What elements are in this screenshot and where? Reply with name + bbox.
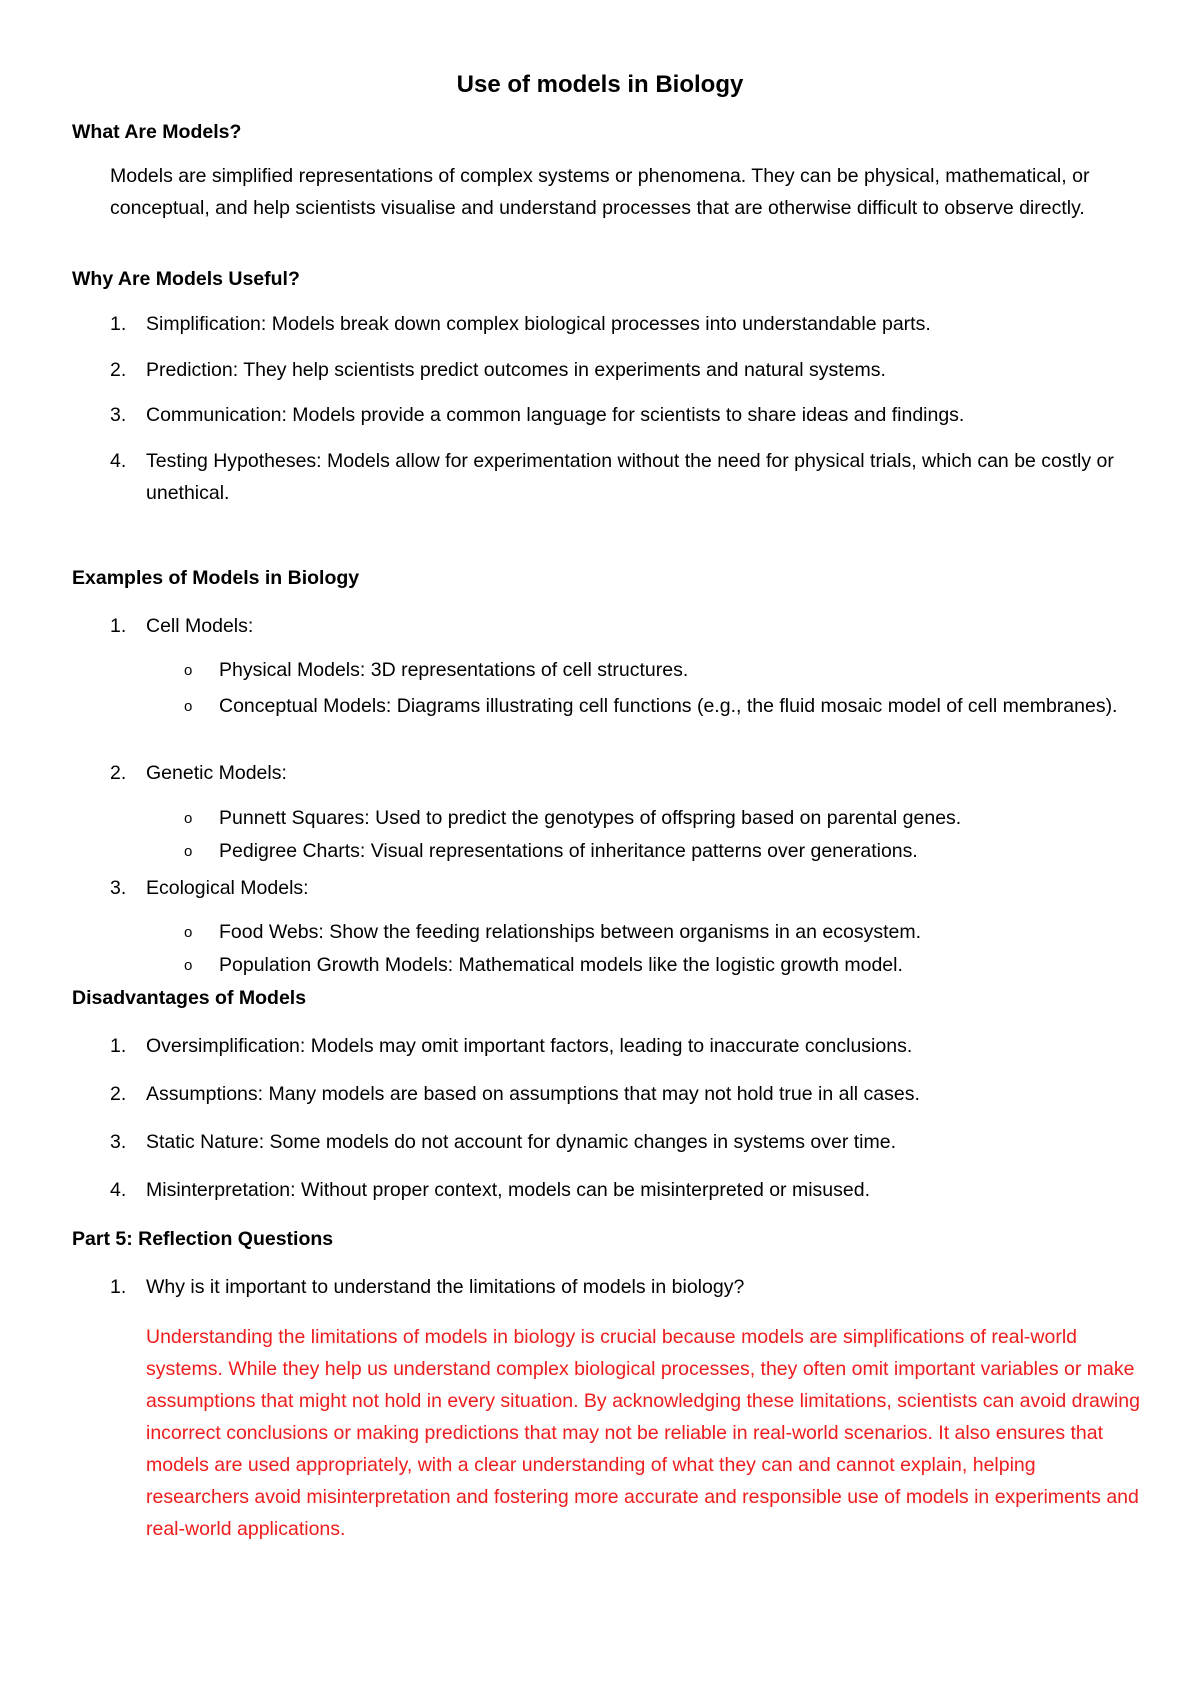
bullet-glyph: o: [184, 810, 193, 827]
bullet-glyph: o: [184, 698, 193, 715]
list-item-testing-hypotheses: Testing Hypotheses: Models allow for experimentation without the need for physical trials, which can be costly or unethical.: [146, 450, 1114, 504]
list-item-genetic-models: Genetic Models:: [146, 762, 287, 784]
list-item-ecological-models: Ecological Models:: [146, 877, 309, 899]
sub-item-population-growth: Population Growth Models: Mathematical models like the logistic growth model.: [219, 954, 903, 976]
heading-examples: Examples of Models in Biology: [72, 567, 360, 589]
list-number: 1.: [110, 1276, 127, 1298]
list-number: 4.: [110, 450, 127, 472]
list-item-prediction: Prediction: They help scientists predict outcomes in experiments and natural systems.: [146, 359, 886, 381]
document-title: Use of models in Biology: [456, 71, 744, 98]
sub-item-physical-models: Physical Models: 3D representations of cell structures.: [219, 659, 689, 681]
list-item-assumptions: Assumptions: Many models are based on assumptions that may not hold true in all cases.: [146, 1083, 920, 1105]
list-item-oversimplification: Oversimplification: Models may omit important factors, leading to inaccurate conclusions.: [146, 1035, 913, 1057]
list-item-static-nature: Static Nature: Some models do not account for dynamic changes in systems over time.: [146, 1131, 897, 1153]
heading-reflection: Part 5: Reflection Questions: [72, 1228, 334, 1250]
bullet-glyph: o: [184, 924, 193, 941]
sub-item-conceptual-models: Conceptual Models: Diagrams illustrating cell functions (e.g., the fluid mosaic model of cell membranes).: [219, 695, 1118, 717]
list-number: 2.: [110, 762, 127, 784]
heading-what-are-models: What Are Models?: [72, 121, 242, 143]
sub-item-punnett-squares: Punnett Squares: Used to predict the genotypes of offspring based on parental genes.: [219, 807, 962, 829]
list-number: 1.: [110, 615, 127, 637]
sub-item-food-webs: Food Webs: Show the feeding relationships between organisms in an ecosystem.: [219, 921, 922, 943]
list-number: 3.: [110, 877, 127, 899]
heading-why-useful: Why Are Models Useful?: [72, 268, 300, 290]
list-number: 1.: [110, 313, 127, 335]
list-item-communication: Communication: Models provide a common language for scientists to share ideas and findings.: [146, 404, 965, 426]
list-number: 4.: [110, 1179, 127, 1201]
paragraph-what-are-models: Models are simplified representations of complex systems or phenomena. They can be physical, mathematical, or conceptual, and help scientists visualise and understand processes that are otherwise difficult to observe directly.: [110, 165, 1090, 219]
list-number: 2.: [110, 1083, 127, 1105]
heading-disadvantages: Disadvantages of Models: [72, 987, 307, 1009]
bullet-glyph: o: [184, 662, 193, 679]
list-item-cell-models: Cell Models:: [146, 615, 254, 637]
list-number: 2.: [110, 359, 127, 381]
sub-item-pedigree-charts: Pedigree Charts: Visual representations of inheritance patterns over generations.: [219, 840, 918, 862]
list-number: 3.: [110, 1131, 127, 1153]
bullet-glyph: o: [184, 957, 193, 974]
reflection-answer: Understanding the limitations of models in biology is crucial because models are simplifications of real-world systems. While they help us understand complex biological processes, they often omit important variables or make assumptions that might not hold in every situation. By acknowledging these limitations, scientists can avoid drawing incorrect conclusions or making predictions that may not be reliable in real-world scenarios. It also ensures that models are used appropriately, with a clear understanding of what they can and cannot explain, helping researchers avoid misinterpretation and fostering more accurate and responsible use of models in experiments and real-world applications.: [146, 1326, 1140, 1540]
list-number: 1.: [110, 1035, 127, 1057]
list-item-misinterpretation: Misinterpretation: Without proper context, models can be misinterpreted or misused.: [146, 1179, 870, 1201]
list-number: 3.: [110, 404, 127, 426]
bullet-glyph: o: [184, 843, 193, 860]
reflection-question: Why is it important to understand the limitations of models in biology?: [146, 1276, 745, 1298]
list-item-simplification: Simplification: Models break down complex biological processes into understandable parts.: [146, 313, 931, 335]
